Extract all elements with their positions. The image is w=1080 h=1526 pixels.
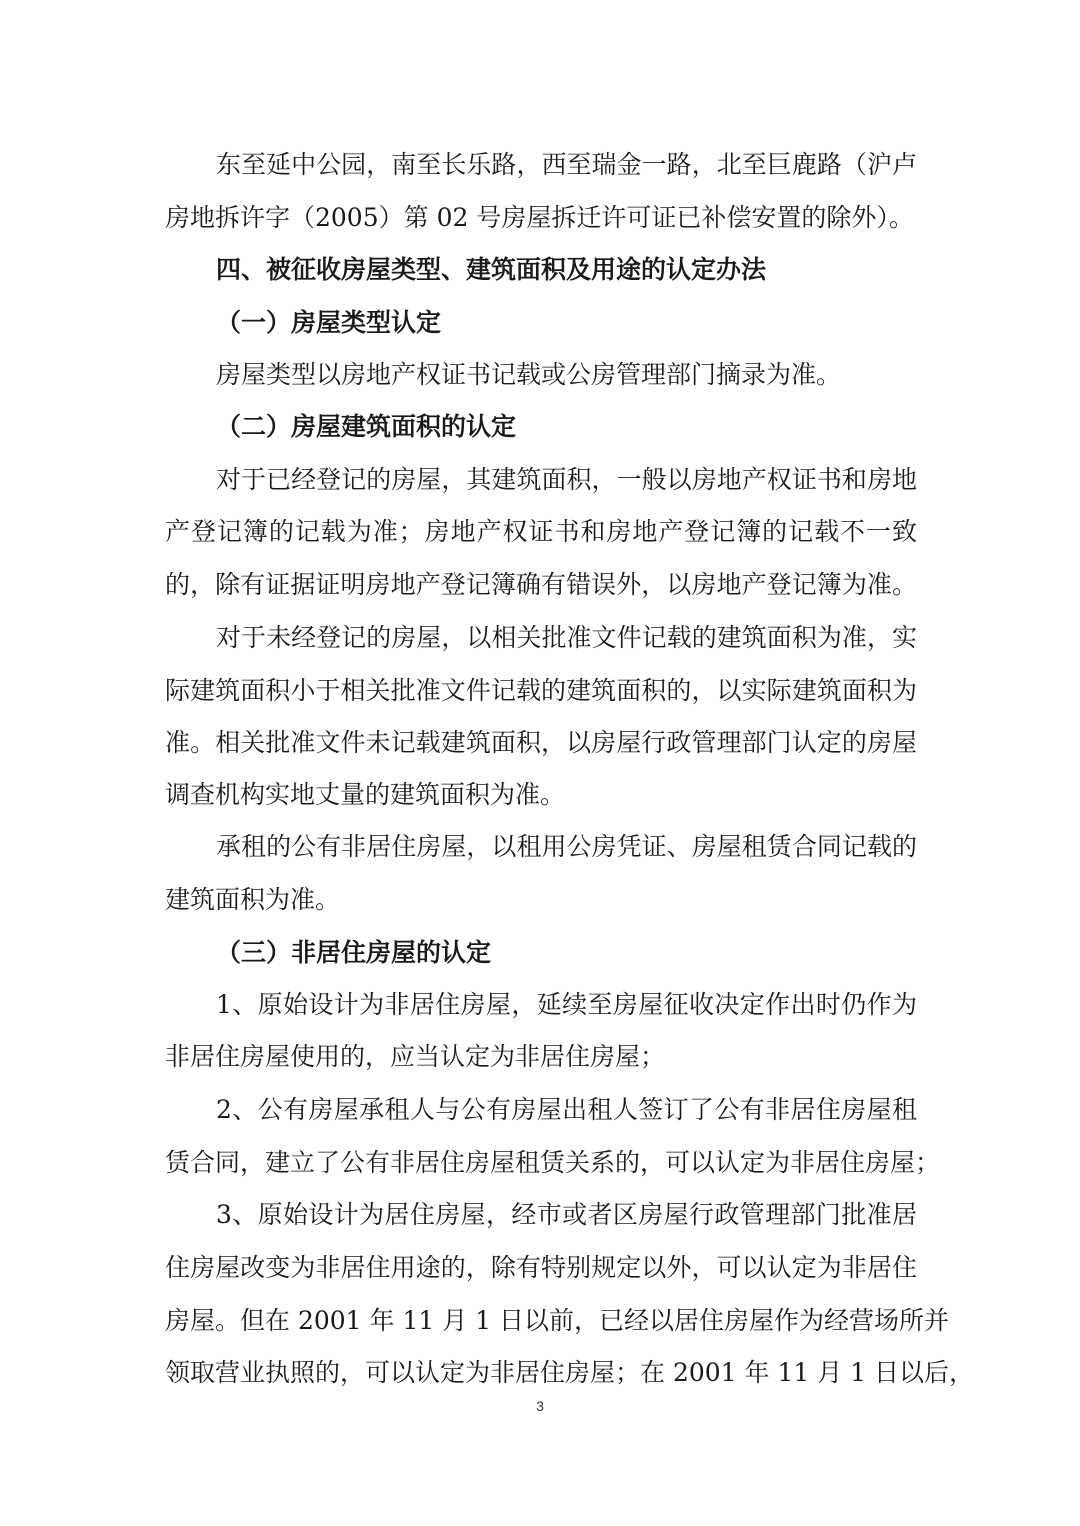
body-text-line: 1、原始设计为非居住房屋，延续至房屋征收决定作出时仍作为 <box>216 990 917 1019</box>
body-text-line: 承租的公有非居住房屋，以租用公房凭证、房屋租赁合同记载的 <box>216 832 917 861</box>
subsection-heading: （二）房屋建筑面积的认定 <box>216 412 517 441</box>
body-text-line: 准。相关批准文件未记载建筑面积，以房屋行政管理部门认定的房屋 <box>165 728 917 757</box>
body-text-line: 房地拆许字（2005）第 02 号房屋拆迁许可证已补偿安置的除外）。 <box>165 203 914 232</box>
body-text-line: 领取营业执照的，可以认定为非居住房屋；在 2001 年 11 月 1 日以后， <box>165 1358 975 1387</box>
body-text-line: 产登记簿的记载为准；房地产权证书和房地产登记簿的记载不一致 <box>165 517 917 546</box>
body-text-line: 建筑面积为准。 <box>165 885 341 914</box>
body-text-line: 赁合同，建立了公有非居住房屋租赁关系的，可以认定为非居住房屋； <box>165 1148 941 1177</box>
section-heading: 四、被征收房屋类型、建筑面积及用途的认定办法 <box>216 255 767 284</box>
subsection-heading: （三）非居住房屋的认定 <box>216 938 492 967</box>
body-text-line: 住房屋改变为非居住用途的，除有特别规定以外，可以认定为非居住 <box>165 1253 917 1282</box>
body-text-line: 的，除有证据证明房地产登记簿确有错误外，以房地产登记簿为准。 <box>165 570 917 599</box>
body-text-line: 2、公有房屋承租人与公有房屋出租人签订了公有非居住房屋租 <box>216 1095 917 1124</box>
body-text-line: 对于已经登记的房屋，其建筑面积，一般以房地产权证书和房地 <box>216 465 917 494</box>
body-text-line: 房屋。但在 2001 年 11 月 1 日以前，已经以居住房屋作为经营场所并 <box>165 1306 950 1335</box>
body-text-line: 东至延中公园，南至长乐路，西至瑞金一路，北至巨鹿路（沪卢 <box>216 150 917 179</box>
body-text-line: 非居住房屋使用的，应当认定为非居住房屋； <box>165 1042 666 1071</box>
body-text-line: 调查机构实地丈量的建筑面积为准。 <box>165 780 566 809</box>
subsection-heading: （一）房屋类型认定 <box>216 308 442 337</box>
page-number: 3 <box>536 1398 544 1414</box>
body-text-line: 房屋类型以房地产权证书记载或公房管理部门摘录为准。 <box>216 360 842 389</box>
body-text-line: 3、原始设计为居住房屋，经市或者区房屋行政管理部门批准居 <box>216 1200 917 1229</box>
body-text-line: 际建筑面积小于相关批准文件记载的建筑面积的，以实际建筑面积为 <box>165 676 917 705</box>
body-text-line: 对于未经登记的房屋，以相关批准文件记载的建筑面积为准，实 <box>216 623 917 652</box>
